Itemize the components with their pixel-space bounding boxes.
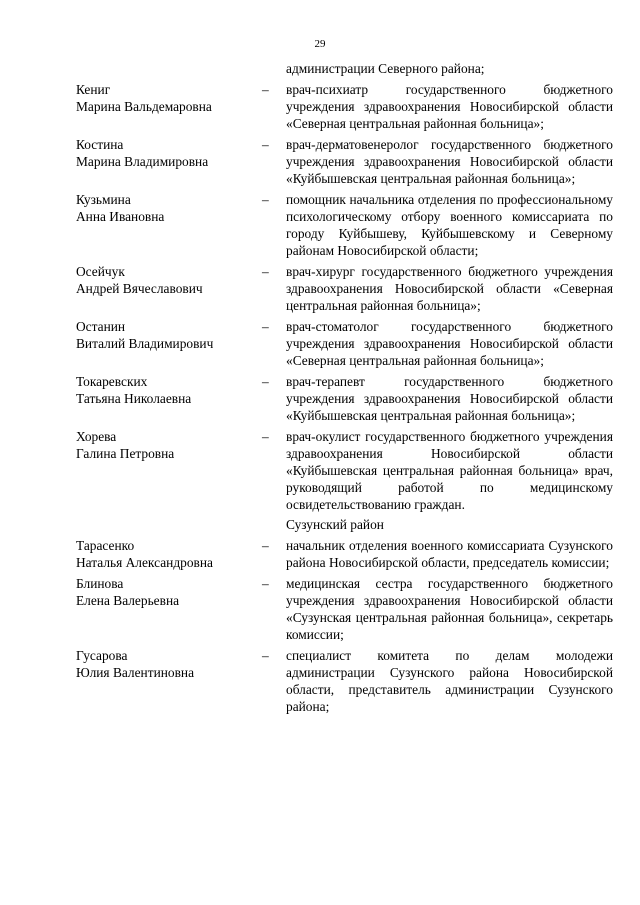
member-role: начальник отделения военного комиссариата Сузунского района Новосибирской области, председатель комиссии;	[286, 538, 613, 570]
member-given-names: Галина Петровна	[76, 446, 175, 461]
dash: –	[262, 192, 269, 207]
member-given-names: Марина Вальдемаровна	[76, 99, 212, 114]
member-entry	[76, 191, 613, 259]
member-surname: Хорева	[76, 429, 117, 444]
member-given-names: Наталья Александровна	[76, 555, 213, 570]
member-given-names: Татьяна Николаевна	[76, 391, 192, 406]
member-role: помощник начальника отделения по профессиональному психологическому отбору военного комиссариата по городу Куйбышеву, Куйбышевскому и Северному районам Новосибирской области;	[286, 192, 613, 258]
member-given-names: Марина Владимировна	[76, 154, 209, 169]
member-surname: Кениг	[76, 82, 111, 97]
member-name	[76, 537, 262, 571]
member-role: медицинская сестра государственного бюджетного учреждения здравоохранения Новосибирской области «Сузунская центральная районная больница», секретарь комиссии;	[286, 576, 613, 642]
dash: –	[262, 374, 269, 389]
member-list-suzun	[76, 537, 613, 715]
member-surname: Блинова	[76, 576, 124, 591]
member-surname: Гусарова	[76, 648, 128, 663]
member-given-names: Виталий Владимирович	[76, 336, 214, 351]
member-given-names: Юлия Валентиновна	[76, 665, 195, 680]
member-name	[76, 647, 262, 715]
page-number: 29	[314, 38, 326, 50]
member-entry	[76, 263, 613, 314]
continued-text: администрации Северного района;	[286, 61, 485, 76]
member-list-north	[76, 81, 613, 513]
member-name	[76, 136, 262, 187]
member-name	[76, 191, 262, 259]
member-given-names: Андрей Вячеславович	[76, 281, 203, 296]
member-surname: Костина	[76, 137, 124, 152]
member-role: врач-хирург государственного бюджетного учреждения здравоохранения Новосибирской области «Северная центральная районная больница»;	[286, 264, 613, 313]
member-surname: Осейчук	[76, 264, 125, 279]
member-role: врач-окулист государственного бюджетного учреждения здравоохранения Новосибирской области «Куйбышевская центральная районная больница» врач, руководящий работой по медицинскому освидетельствованию граждан.	[286, 429, 613, 512]
member-role: врач-терапевт государственного бюджетного учреждения здравоохранения Новосибирской области «Куйбышевская центральная районная больница»;	[286, 374, 613, 423]
member-name	[76, 263, 262, 314]
dash: –	[262, 137, 269, 152]
member-surname: Токаревских	[76, 374, 148, 389]
member-entry	[76, 428, 613, 513]
member-entry	[76, 81, 613, 132]
member-entry	[76, 318, 613, 369]
member-surname: Останин	[76, 319, 126, 334]
member-name	[76, 318, 262, 369]
member-entry	[76, 373, 613, 424]
dash: –	[262, 429, 269, 444]
member-name	[76, 575, 262, 643]
dash: –	[262, 648, 269, 663]
member-name	[76, 81, 262, 132]
member-surname: Тарасенко	[76, 538, 135, 553]
member-name	[76, 373, 262, 424]
section-heading: Сузунский район	[286, 517, 384, 532]
member-name	[76, 428, 262, 513]
dash: –	[262, 319, 269, 334]
member-role: врач-стоматолог государственного бюджетного учреждения здравоохранения Новосибирской области «Северная центральная районная больница»;	[286, 319, 613, 368]
member-role: специалист комитета по делам молодежи администрации Сузунского района Новосибирской области, представитель администрации Сузунского района;	[286, 648, 613, 714]
member-entry	[76, 136, 613, 187]
dash: –	[262, 576, 269, 591]
member-given-names: Анна Ивановна	[76, 209, 165, 224]
member-role: врач-психиатр государственного бюджетного учреждения здравоохранения Новосибирской области «Северная центральная районная больница»;	[286, 82, 613, 131]
document-body	[76, 60, 613, 715]
dash: –	[262, 538, 269, 553]
member-surname: Кузьмина	[76, 192, 131, 207]
dash: –	[262, 82, 269, 97]
member-given-names: Елена Валерьевна	[76, 593, 180, 608]
member-role: врач-дерматовенеролог государственного бюджетного учреждения здравоохранения Новосибирской области «Куйбышевская центральная районная больница»;	[286, 137, 613, 186]
dash: –	[262, 264, 269, 279]
member-entry	[76, 537, 613, 571]
member-entry	[76, 575, 613, 643]
member-entry	[76, 647, 613, 715]
